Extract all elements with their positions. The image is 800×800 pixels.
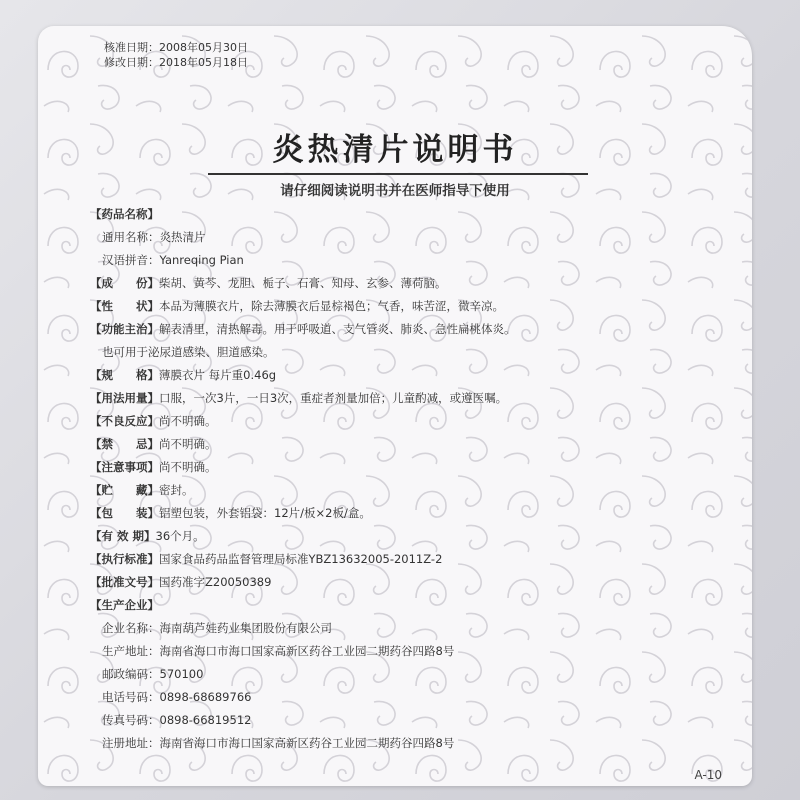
function-value-cont: 也可用于泌尿道感染、胆道感染。: [102, 345, 275, 359]
package-row: [90, 505, 371, 521]
registered-address: 注册地址：海南省海口市海口国家高新区药谷工业园二期药谷四路8号: [102, 736, 455, 750]
adverse-value: 尚不明确。: [159, 414, 217, 428]
page-title: 炎热清片说明书: [272, 132, 518, 168]
approval-label: 【批准文号】: [90, 575, 159, 589]
postcode: 邮政编码：570100: [102, 667, 204, 681]
ingredients-label: 【成 份】: [90, 276, 159, 290]
spec-value: 薄膜衣片 每片重0.46g: [159, 368, 277, 382]
package-value: 铝塑包装，外套铝袋：12片/板×2板/盒。: [159, 506, 371, 520]
contra-label: 【禁 忌】: [90, 437, 159, 451]
subtitle: 请仔细阅读说明书并在医师指导下使用: [280, 183, 510, 199]
adverse-label: 【不良反应】: [90, 414, 159, 428]
caution-value: 尚不明确。: [159, 460, 217, 474]
production-address: 生产地址：海南省海口市海口国家高新区药谷工业园二期药谷四路8号: [102, 644, 455, 658]
caution-label: 【注意事项】: [90, 460, 159, 474]
approval-row: [90, 574, 271, 590]
validity-row: [90, 528, 205, 544]
usage-value: 口服，一次3片，一日3次，重症者剂量加倍；儿童酌减，或遵医嘱。: [159, 391, 508, 405]
storage-row: [90, 482, 194, 498]
character-label: 【性 状】: [90, 299, 159, 313]
fax-number: 传真号码：0898-66819512: [102, 713, 252, 727]
ingredients-value: 柴胡、黄芩、龙胆、栀子、石膏、知母、玄参、薄荷脑。: [159, 276, 447, 290]
storage-label: 【贮 藏】: [90, 483, 159, 497]
character-row: [90, 298, 504, 314]
spec-label: 【规 格】: [90, 368, 159, 382]
function-label: 【功能主治】: [90, 322, 159, 336]
phone-number: 电话号码：0898-68689766: [102, 690, 252, 704]
standard-label: 【执行标准】: [90, 552, 159, 566]
usage-label: 【用法用量】: [90, 391, 159, 405]
function-row: [90, 321, 516, 337]
instruction-leaflet: [38, 26, 752, 786]
approval-value: 国药准字Z20050389: [159, 575, 272, 589]
standard-value: 国家食品药品监督管理局标准YBZ13632005-2011Z-2: [159, 552, 443, 566]
ingredients-row: [90, 275, 447, 291]
drug-name-label: 【药品名称】: [90, 207, 159, 221]
character-value: 本品为薄膜衣片，除去薄膜衣后显棕褐色；气香，味苦涩，微辛凉。: [159, 299, 504, 313]
adverse-row: [90, 413, 217, 429]
approve-date: 核准日期：2008年05月30日: [104, 41, 248, 54]
usage-row: [90, 390, 507, 406]
function-value: 解表清里，清热解毒。用于呼吸道、支气管炎、肺炎、急性扁桃体炎。: [159, 322, 516, 336]
revise-date: 修改日期：2018年05月18日: [104, 56, 248, 69]
page-code: A-10: [694, 768, 722, 782]
storage-value: 密封。: [159, 483, 194, 497]
contra-value: 尚不明确。: [159, 437, 217, 451]
title-divider: [208, 173, 588, 175]
maker-label: 【生产企业】: [90, 598, 159, 612]
contra-row: [90, 436, 217, 452]
caution-row: [90, 459, 217, 475]
standard-row: [90, 551, 442, 567]
company-name: 企业名称：海南葫芦娃药业集团股份有限公司: [102, 621, 332, 635]
validity-value: 36个月。: [155, 529, 205, 543]
spec-row: [90, 367, 276, 383]
validity-label: 【有 效 期】: [90, 529, 156, 543]
package-label: 【包 装】: [90, 506, 159, 520]
pinyin-name: 汉语拼音：Yanreqing Pian: [102, 253, 244, 267]
generic-name: 通用名称：炎热清片: [102, 230, 206, 244]
